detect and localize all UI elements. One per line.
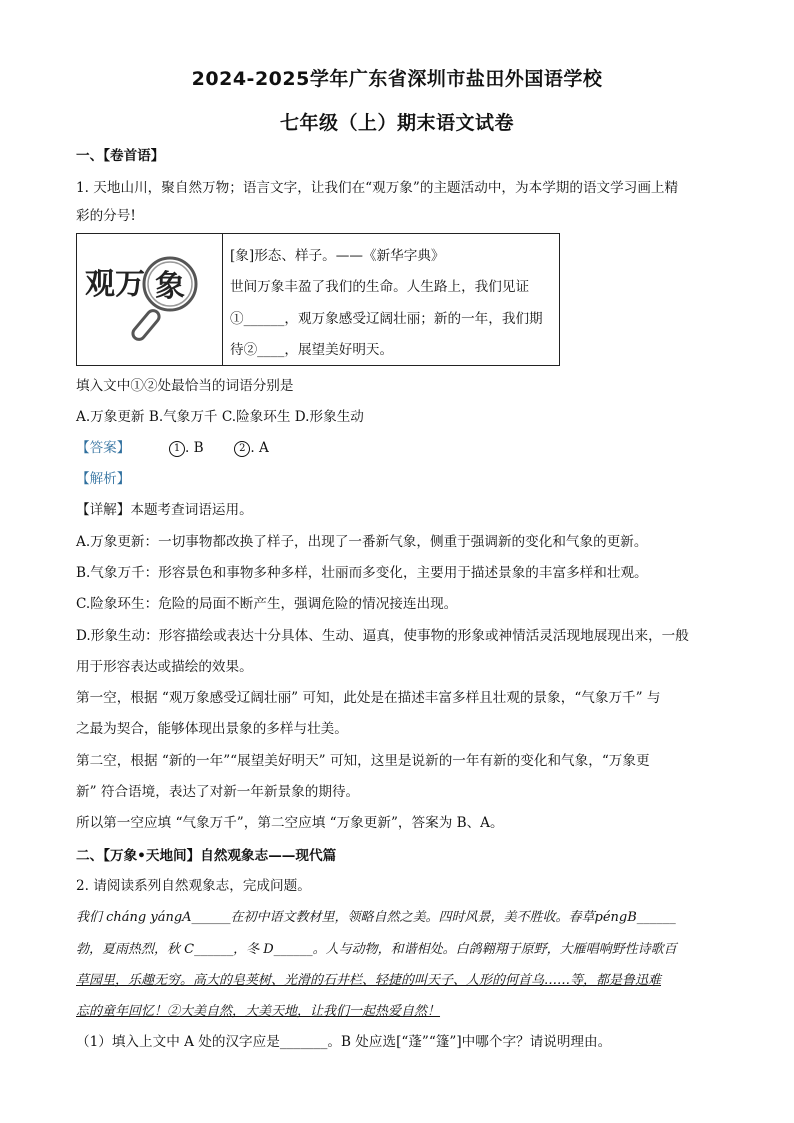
explanation-b: B.气象万千：形容景色和事物多种多样，壮丽而多变化，主要用于描述景象的丰富多样和壮观。	[76, 565, 648, 581]
detail-text: 【详解】本题考查词语运用。	[76, 502, 253, 518]
paragraph-second-blank: 第二空，根据 “新的一年”“展望美好明天” 可知，这里是说新的一年有新的变化和气象，“万象更	[76, 753, 650, 769]
explanation-c: C.险象环生：危险的局面不断产生，强调危险的情况接连出现。	[76, 596, 458, 612]
passage-line-4: 忘的童年回忆！②大美自然，大美天地，让我们一起热爱自然！	[76, 1004, 441, 1019]
question1-prompt: 填入文中①②处最恰当的词语分别是	[76, 378, 294, 394]
answer-label: 【答案】	[76, 440, 131, 456]
box-divider	[222, 234, 223, 365]
question1-text-cont: 彩的分号!	[76, 208, 136, 224]
passage-line-3: 草园里，乐趣无穷。高大的皂荚树、光滑的石井栏、轻捷的叫天子、人形的何首乌……等，都是鲁迅难	[76, 973, 662, 988]
paragraph-conclusion: 所以第一空应填 “气象万千”，第二空应填 “万象更新”，答案为 B、A。	[76, 815, 504, 831]
page-title-line2: 七年级（上）期末语文试卷	[279, 112, 514, 134]
question2-text: 2. 请阅读系列自然观象志，完成问题。	[76, 878, 311, 894]
paragraph-first-blank: 第一空，根据 “观万象感受辽阔壮丽” 可知，此处是在描述丰富多样且壮观的景象，“气象万千” 与	[76, 690, 661, 706]
svg-text:象: 象	[155, 269, 185, 304]
passage-line-1: 我们 cháng yángA______在初中语文教材里，领略自然之美。四时风景，美不胜收。春草péngB______	[76, 910, 676, 925]
word-box	[76, 233, 560, 366]
explanation-a: A.万象更新：一切事物都改换了样子，出现了一番新气象，侧重于强调新的变化和气象的更新。	[76, 534, 648, 550]
box-line-1: [象]形态、样子。——《新华字典》	[230, 248, 445, 264]
paragraph-second-blank-cont: 新” 符合语境，表达了对新一年新景象的期待。	[76, 784, 360, 800]
page-title-line1: 2024-2025学年广东省深圳市盐田外国语学校	[191, 68, 603, 90]
answer-row	[76, 438, 269, 458]
paragraph-first-blank-cont: 之最为契合，能够体现出景象的多样与壮美。	[76, 721, 348, 737]
explanation-d-cont: 用于形容表达或描绘的效果。	[76, 659, 253, 675]
answer-2-number: 2	[234, 441, 250, 457]
question1-options: A.万象更新 B.气象万千 C.险象环生 D.形象生动	[76, 409, 364, 425]
answer-1-number: 1	[169, 441, 185, 457]
guanwanxiang-logo	[77, 234, 222, 365]
magnifier-icon	[77, 234, 222, 365]
passage-line-2: 勃，夏雨热烈，秋 C______，冬 D______。人与动物，和谐相处。白鸽翱翔于原野，大雁唱响野性诗歌百	[76, 942, 677, 957]
section1-heading: 一、【卷首语】	[76, 148, 165, 164]
question1-text: 1. 天地山川，聚自然万物；语言文字，让我们在“观万象”的主题活动中，为本学期的语文学习画上精	[76, 180, 679, 196]
box-line-4: 待②____，展望美好明天。	[230, 342, 394, 358]
analysis-label: 【解析】	[76, 471, 131, 487]
explanation-d: D.形象生动：形容描绘或表达十分具体、生动、逼真，使事物的形象或神情活灵活现地展现出来，一般	[76, 628, 689, 644]
section2-heading: 二、【万象•天地间】自然观象志——现代篇	[76, 848, 337, 864]
answer-1-value: . B	[185, 440, 204, 456]
box-line-2: 世间万象丰盈了我们的生命。人生路上，我们见证	[230, 279, 530, 295]
answer-2-value: . A	[250, 440, 269, 456]
box-line-3: ①______，观万象感受辽阔壮丽；新的一年，我们期	[230, 311, 543, 327]
subquestion-1: （1）填入上文中 A 处的汉字应是_______。B 处应选[“蓬”“篷”]中哪个字？请说明理由。	[76, 1034, 612, 1050]
svg-text:观万: 观万	[85, 267, 145, 302]
